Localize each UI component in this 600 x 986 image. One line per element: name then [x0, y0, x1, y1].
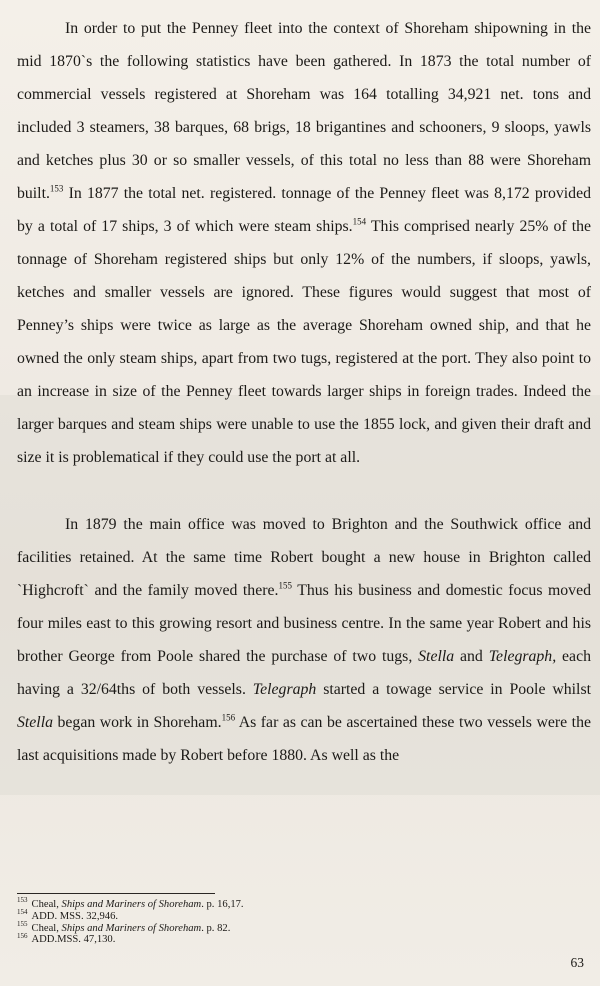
footnote-separator — [17, 893, 215, 894]
italic-text: Telegraph, — [488, 648, 557, 665]
footnotes — [17, 896, 577, 946]
footnote-number: 155 — [17, 920, 28, 929]
footnote-text: Cheal, Ships and Mariners of Shoreham. p. 16,17. — [31, 899, 244, 910]
paragraph-1-content: In order to put the Penney fleet into the context of Shoreham shipowning in the mid 1870`s the following statistics have been gathered. In 1873 the total number of commercial vessels registered at Shoreham was 164 totalling 34,921 net. tons and included 3 steamers, 38 barques, 68 brigs, 18 brigantines and schooners, 9 sloops, yawls and ketches plus 30 or so smaller vessels, of this total no less than 88 were Shoreham built.$^{153}$ In 1877 the total net. registered. tonnage of the Penney fleet was 8,172 provided by a total of 17 ships, 3 of which were steam ships.$^{154}$ This comprised nearly 25% of the tonnage of Shoreham registered ships but only 12% of the numbers, if sloops, yawls, ketches and smaller vessels are ignored. These figures would suggest that most of Penney’s ships were twice as large as the average Shoreham owned ship, and that he owned the only steam ships, apart from two tugs, registered at the port. They also point to an increase in size of the Penney fleet towards larger ships in foreign trades. Indeed the larger barques and steam ships were unable to use the 1855 lock, and given their draft and size it is problematical if they could use the port at all. — [17, 20, 591, 466]
footnote-text: ADD.MSS. 47,130. — [31, 934, 116, 946]
paragraph-2-content: In 1879 the main office was moved to Brighton and the Southwick office and facilities retained. At the same time Robert bought a new house in Brighton called `Highcroft` and the family moved there.$^{155}$ Thus his business and domestic focus moved four miles east to this growing resort and business centre. In the same year Robert and his brother George from Poole shared the purchase of two tugs, Stella and Telegraph, each having a 32/64ths of both vessels. Telegraph started a towage service in Poole whilst Stella began work in Shoreham.$^{156}$ As far as can be ascertained these two vessels were the last acquisitions made by Robert before 1880. As well as the — [17, 516, 591, 764]
paragraph-fleet-statistics — [17, 12, 591, 474]
footnote-156 — [17, 931, 577, 946]
footnote-154 — [17, 908, 577, 923]
footnote-ref: 154 — [352, 216, 367, 227]
footnote-155 — [17, 920, 577, 935]
footnote-number: 153 — [17, 896, 28, 905]
italic-text: Stella — [17, 714, 53, 731]
paragraph-brighton-office — [17, 508, 591, 772]
page-number: 63 — [570, 955, 584, 970]
italic-text: Telegraph — [252, 681, 317, 698]
footnote-number: 154 — [17, 908, 28, 917]
footnote-153 — [17, 896, 577, 911]
italic-text: Stella — [418, 648, 455, 665]
footnote-text: Cheal, Ships and Mariners of Shoreham. p. 82. — [31, 922, 231, 934]
footnote-number: 156 — [17, 931, 28, 940]
italic-text: Ships and Mariners of Shoreham — [61, 899, 202, 910]
italic-text: Ships and Mariners of Shoreham — [61, 922, 202, 934]
footnote-text: ADD. MSS. 32,946. — [31, 910, 119, 922]
body-text — [17, 12, 591, 772]
footnote-ref: 153 — [49, 183, 64, 194]
footnote-ref: 156 — [221, 712, 236, 723]
footnote-ref: 155 — [278, 580, 292, 591]
